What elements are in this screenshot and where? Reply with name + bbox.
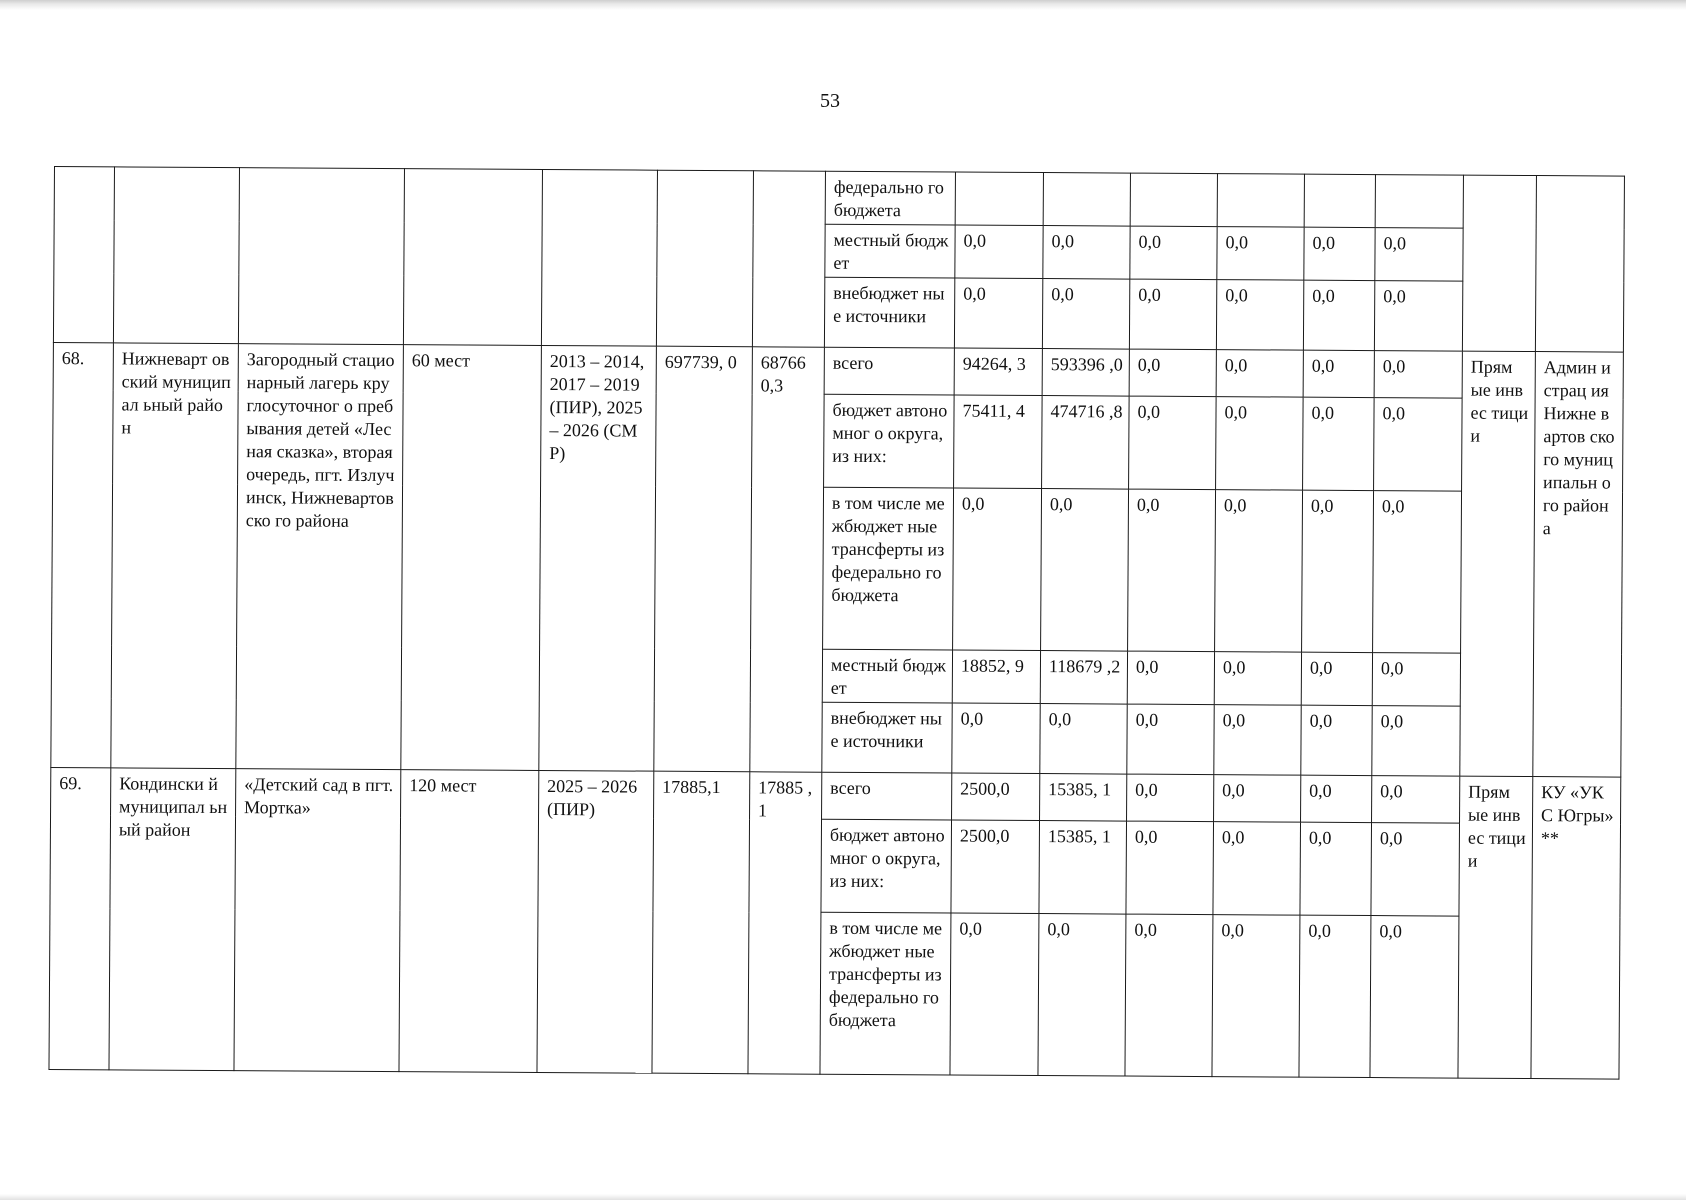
funding-source-label: местный бюджет [822, 649, 952, 703]
row-number: 69. [49, 767, 111, 1069]
investment-type: Прям ые инвес тици и [1460, 351, 1536, 776]
value-cell: 0,0 [1303, 350, 1374, 397]
scan-edge-top [0, 0, 1686, 10]
capacity: 120 мест [399, 770, 539, 1073]
value-cell: 0,0 [1127, 651, 1214, 705]
cell-capacity-empty [403, 169, 542, 346]
value-cell: 474716 ,8 [1042, 396, 1130, 490]
value-cell: 15385, 1 [1039, 821, 1127, 915]
value-cell: 0,0 [1216, 397, 1304, 491]
value-cell: 0,0 [1303, 280, 1374, 350]
value-cell: 0,0 [1301, 652, 1372, 705]
value-cell: 0,0 [1216, 280, 1303, 351]
value-cell: 0,0 [950, 913, 1039, 1076]
value-cell: 15385, 1 [1040, 774, 1127, 822]
value-cell: 94264, 3 [954, 348, 1042, 396]
value-cell [1217, 174, 1304, 228]
remaining-cost: 17885 ,1 [748, 772, 822, 1074]
value-cell: 0,0 [1129, 349, 1216, 397]
page-number: 53 [820, 90, 840, 112]
value-cell [955, 172, 1043, 226]
value-cell: 0,0 [1043, 226, 1130, 280]
value-cell: 0,0 [1373, 491, 1462, 654]
value-cell: 0,0 [1372, 776, 1460, 824]
capacity: 60 мест [401, 345, 542, 771]
funding-source-label: бюджет автономног о округа, из них: [821, 819, 952, 913]
funding-source-label: всего [822, 772, 952, 820]
value-cell: 0,0 [1129, 279, 1216, 350]
value-cell: 0,0 [1300, 822, 1372, 915]
value-cell: 0,0 [1127, 774, 1214, 822]
funding-source-label: внебюджет ные источники [822, 702, 952, 773]
table-row [51, 767, 1621, 824]
value-cell: 0,0 [1304, 227, 1375, 280]
value-cell: 0,0 [1372, 653, 1460, 707]
value-cell [1304, 174, 1375, 227]
municipality-name: Кондински й муниципал ьный район [109, 768, 236, 1071]
value-cell: 593396 ,0 [1042, 349, 1129, 397]
value-cell: 0,0 [1128, 489, 1216, 652]
funding-source-label: всего [824, 347, 954, 395]
funding-source-label: местный бюджет [825, 224, 955, 278]
value-cell: 75411, 4 [954, 395, 1043, 489]
value-cell: 0,0 [1126, 821, 1214, 915]
value-cell: 0,0 [953, 488, 1042, 651]
value-cell: 0,0 [954, 278, 1042, 349]
value-cell [1130, 173, 1217, 227]
value-cell [1043, 173, 1130, 227]
value-cell: 0,0 [1041, 489, 1129, 652]
value-cell: 0,0 [1213, 822, 1301, 916]
value-cell: 0,0 [1301, 775, 1372, 822]
value-cell: 0,0 [1301, 705, 1372, 775]
value-cell: 18852, 9 [952, 650, 1040, 704]
object-name: Загородный стационарный лагерь круглосуточног о пребывания детей «Лесная сказка», вторая очередь, пгт. Излучинск, Нижневартовско го района [236, 344, 404, 770]
funding-source-label: в том числе межбюджет ные трансферты из федерально го бюджета [820, 912, 951, 1075]
value-cell [1375, 175, 1463, 229]
value-cell: 0,0 [1370, 916, 1459, 1079]
value-cell: 0,0 [1299, 915, 1371, 1077]
value-cell: 0,0 [1215, 490, 1303, 653]
value-cell: 0,0 [1375, 228, 1463, 282]
object-name: «Детский сад в пгт. Мортка» [234, 769, 401, 1072]
value-cell: 0,0 [1038, 914, 1126, 1077]
value-cell: 0,0 [1129, 396, 1217, 490]
value-cell: 0,0 [1372, 706, 1460, 777]
value-cell: 0,0 [1042, 279, 1129, 350]
cell-customer-empty [1535, 176, 1624, 353]
customer: Админ истрац ия Нижне вартов ского муниц ипальн ого района [1533, 352, 1624, 778]
funding-source-label: в том числе межбюджет ные трансферты из федерально го бюджета [823, 487, 954, 650]
cell-cost-empty [656, 170, 753, 347]
value-cell: 0,0 [1214, 652, 1301, 706]
table-row [54, 167, 1624, 230]
period: 2025 – 2026 (ПИР) [537, 770, 654, 1073]
municipality-name: Нижневарт овский муниципал ьный район [111, 343, 239, 769]
cell-municipality-empty [113, 167, 239, 344]
funding-source-label: федерально го бюджета [825, 171, 955, 225]
value-cell: 0,0 [1212, 915, 1300, 1078]
cell-remaining-empty [752, 171, 825, 347]
value-cell: 2500,0 [952, 773, 1040, 821]
value-cell: 0,0 [1374, 281, 1462, 352]
funding-source-label: бюджет автономног о округа, из них: [824, 394, 955, 488]
value-cell: 0,0 [1216, 350, 1303, 398]
estimated-cost: 697739, 0 [654, 346, 753, 772]
cell-investment-empty [1462, 175, 1536, 351]
value-cell: 0,0 [1302, 490, 1374, 652]
customer: КУ «УКС Югры» ** [1531, 777, 1621, 1080]
value-cell: 118679 ,2 [1040, 651, 1127, 705]
period: 2013 – 2014, 2017 – 2019 (ПИР), 2025 – 2026 (СМР) [539, 345, 657, 771]
cell-period-empty [541, 169, 657, 346]
cell-object-empty [238, 168, 404, 345]
cell-num-empty [53, 167, 114, 343]
value-cell: 0,0 [1127, 704, 1214, 775]
value-cell: 0,0 [1217, 227, 1304, 281]
value-cell: 0,0 [952, 703, 1040, 774]
estimated-cost: 17885,1 [652, 771, 750, 1074]
scan-edge-bottom [0, 1194, 1686, 1200]
funding-source-label: внебюджет ные источники [824, 277, 954, 348]
value-cell: 0,0 [1374, 351, 1462, 399]
value-cell: 0,0 [1303, 397, 1375, 490]
value-cell: 0,0 [1040, 704, 1127, 775]
investment-type: Прям ые инвес тици и [1458, 776, 1533, 1078]
value-cell: 0,0 [1374, 398, 1463, 492]
budget-table [48, 166, 1624, 1080]
row-number: 68. [51, 342, 114, 767]
value-cell: 2500,0 [951, 820, 1040, 914]
remaining-cost: 68766 0,3 [750, 347, 825, 772]
value-cell: 0,0 [1214, 775, 1301, 823]
table-row [53, 342, 1623, 399]
value-cell: 0,0 [1214, 705, 1301, 776]
value-cell: 0,0 [1125, 914, 1213, 1077]
value-cell: 0,0 [955, 225, 1043, 279]
value-cell: 0,0 [1371, 823, 1460, 917]
value-cell: 0,0 [1130, 226, 1217, 280]
